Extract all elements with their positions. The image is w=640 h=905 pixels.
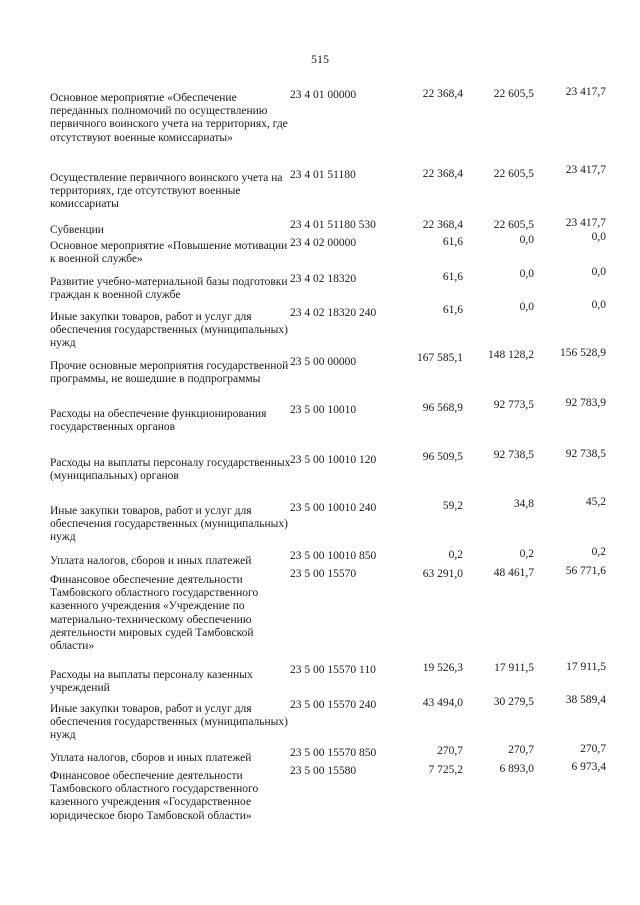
row-value-2: 22 605,5 [493, 168, 534, 180]
row-value-1: 61,6 [442, 304, 463, 316]
row-value-3: 270,7 [580, 743, 606, 755]
row-value-3: 0,2 [591, 546, 606, 558]
row-value-2: 92 738,5 [493, 449, 534, 461]
row-value-3: 23 417,7 [565, 217, 606, 229]
row-value-1: 7 725,2 [428, 764, 463, 776]
row-name: Уплата налогов, сборов и иных платежей [50, 555, 252, 567]
row-value-1: 270,7 [437, 745, 463, 757]
row-value-3: 23 417,7 [565, 86, 606, 98]
row-value-1: 59,2 [442, 500, 463, 512]
row-name: Иные закупки товаров, работ и услуг для обеспечения государственных (муниципальных) нужд [50, 311, 288, 350]
row-code: 23 5 00 15580 [290, 765, 357, 777]
row-value-1: 167 585,1 [417, 352, 463, 364]
row-value-2: 0,0 [519, 301, 534, 313]
row-code: 23 4 01 51180 530 [290, 219, 376, 231]
row-code: 23 5 00 10010 [290, 404, 357, 416]
row-value-3: 45,2 [585, 496, 606, 508]
row-value-2: 0,0 [519, 268, 534, 280]
row-value-3: 0,0 [591, 231, 606, 243]
row-name: Расходы на обеспечение функционирования государственных органов [50, 408, 267, 434]
page-number: 515 [311, 52, 329, 66]
row-value-2: 34,8 [513, 498, 534, 510]
row-value-1: 22 368,4 [422, 168, 463, 180]
row-name: Расходы на выплаты персоналу государственных (муниципальных) органов [50, 457, 291, 483]
row-value-2: 22 605,5 [493, 88, 534, 100]
row-value-3: 92 783,9 [565, 397, 606, 409]
row-value-2: 148 128,2 [488, 349, 534, 361]
row-name: Осуществление первичного воинского учета на территориях, где отсутствуют военные комиссариаты [50, 172, 283, 211]
row-value-1: 43 494,0 [422, 697, 463, 709]
row-value-1: 22 368,4 [422, 88, 463, 100]
row-value-3: 23 417,7 [565, 164, 606, 176]
row-name: Финансовое обеспечение деятельности Тамбовского областного государственного казенного учреждения «Учреждение по материально-техническому обеспечению деятельности мировых судей Тамбовской области» [50, 574, 259, 653]
row-code: 23 5 00 15570 110 [290, 664, 376, 676]
row-value-2: 0,0 [519, 234, 534, 246]
row-value-2: 0,2 [519, 548, 534, 560]
row-value-2: 48 461,7 [493, 567, 534, 579]
row-code: 23 4 02 18320 240 [290, 307, 377, 319]
row-value-2: 6 893,0 [499, 763, 534, 775]
row-value-2: 17 911,5 [494, 662, 534, 674]
row-value-2: 30 279,5 [493, 696, 534, 708]
row-code: 23 4 02 00000 [290, 237, 357, 249]
row-value-3: 156 528,9 [560, 347, 606, 359]
row-value-1: 96 568,9 [422, 402, 463, 414]
row-code: 23 5 00 10010 120 [290, 454, 377, 466]
row-value-3: 92 738,5 [565, 448, 606, 460]
row-name: Основное мероприятие «Повышение мотивации к военной службе» [50, 240, 288, 266]
row-value-3: 17 911,5 [566, 661, 606, 673]
row-code: 23 4 01 00000 [290, 89, 357, 101]
row-name: Развитие учебно-материальной базы подготовки граждан к военной службе [50, 276, 288, 302]
row-name: Уплата налогов, сборов и иных платежей [50, 752, 252, 764]
row-code: 23 5 00 00000 [290, 356, 357, 368]
row-code: 23 4 02 18320 [290, 273, 357, 285]
row-value-2: 270,7 [508, 744, 534, 756]
row-name: Основное мероприятие «Обеспечение переданных полномочий по осуществлению первичного воинского учета на территориях, где отсутствуют военные комиссариаты» [50, 92, 288, 144]
row-code: 23 5 00 10010 850 [290, 550, 377, 562]
row-value-2: 92 773,5 [493, 399, 534, 411]
row-value-3: 38 589,4 [565, 694, 606, 706]
row-code: 23 5 00 15570 240 [290, 699, 377, 711]
row-value-1: 63 291,0 [422, 568, 463, 580]
row-value-3: 0,0 [591, 266, 606, 278]
row-code: 23 5 00 15570 [290, 568, 357, 580]
row-name: Иные закупки товаров, работ и услуг для обеспечения государственных (муниципальных) нужд [50, 703, 288, 742]
row-code: 23 5 00 15570 850 [290, 747, 377, 759]
row-value-1: 61,6 [442, 271, 463, 283]
row-value-3: 56 771,6 [565, 565, 606, 577]
row-name: Иные закупки товаров, работ и услуг для обеспечения государственных (муниципальных) нужд [50, 505, 288, 544]
row-value-1: 61,6 [442, 236, 463, 248]
row-value-1: 19 526,3 [422, 662, 463, 674]
row-code: 23 4 01 51180 [290, 169, 356, 181]
row-value-3: 6 973,4 [571, 761, 606, 773]
row-name: Расходы на выплаты персоналу казенных учреждений [50, 669, 253, 695]
row-name: Финансовое обеспечение деятельности Тамбовского областного государственного казенного учреждения «Государственное юридическое бюро Тамбовской области» [50, 770, 259, 822]
row-code: 23 5 00 10010 240 [290, 502, 377, 514]
row-name: Прочие основные мероприятия государственной программы, не вошедшие в подпрограммы [50, 360, 289, 386]
row-value-1: 96 509,5 [422, 451, 463, 463]
row-value-1: 22 368,4 [422, 219, 463, 231]
row-value-2: 22 605,5 [493, 219, 534, 231]
row-name: Субвенции [50, 224, 104, 236]
row-value-3: 0,0 [591, 299, 606, 311]
row-value-1: 0,2 [448, 549, 463, 561]
